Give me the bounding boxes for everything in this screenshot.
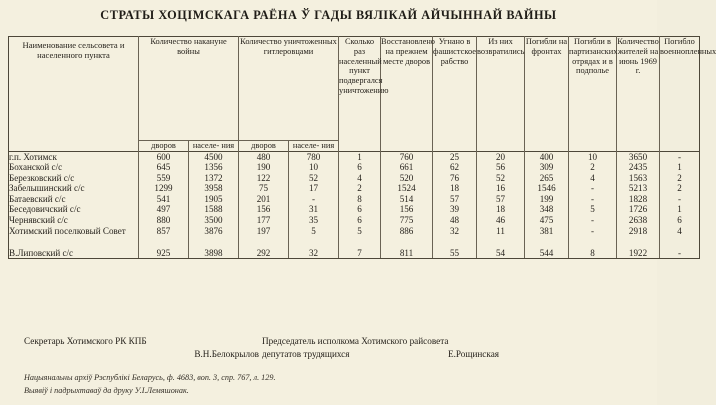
cell-people_destroyed: 10 <box>289 162 339 173</box>
header-row-main <box>9 37 700 141</box>
cell-people_before: 3898 <box>189 248 239 259</box>
cell-people_before: 1905 <box>189 194 239 205</box>
cell-died_partisans: 10 <box>569 151 617 162</box>
cell-people_destroyed: 52 <box>289 173 339 184</box>
cell-enslaved: 39 <box>433 204 477 215</box>
cell-times: 1 <box>339 151 381 162</box>
table-row <box>9 194 700 205</box>
cell-enslaved: 76 <box>433 173 477 184</box>
page-title: СТРАТЫ ХОЦІМСКАГА РАЁНА Ў ГАДЫ ВЯЛІКАЙ АЙЧЫННАЙ ВАЙНЫ <box>100 8 557 22</box>
cell-times: 5 <box>339 226 381 248</box>
cell-returned: 57 <box>477 194 525 205</box>
cell-people_destroyed: 35 <box>289 215 339 226</box>
cell-enslaved: 32 <box>433 226 477 248</box>
th-name: Наименование сельсовета и населенного пункта <box>9 37 139 152</box>
cell-restored: 760 <box>381 151 433 162</box>
cell-population_1969: 2435 <box>617 162 660 173</box>
cell-enslaved: 25 <box>433 151 477 162</box>
cell-died_fronts: 1546 <box>525 183 569 194</box>
cell-people_before: 3500 <box>189 215 239 226</box>
cell-yards_destroyed: 190 <box>239 162 289 173</box>
cell-population_1969: 1922 <box>617 248 660 259</box>
cell-died_partisans: - <box>569 215 617 226</box>
cell-population_1969: 2638 <box>617 215 660 226</box>
cell-name: Березковский с/с <box>9 173 139 184</box>
th-times-destroyed: Сколько раз населенный пункт подвергался уничтожению <box>339 37 381 152</box>
cell-population_1969: 5213 <box>617 183 660 194</box>
cell-yards_destroyed: 197 <box>239 226 289 248</box>
cell-died_fronts: 348 <box>525 204 569 215</box>
th-died-fronts: Погибли на фронтах <box>525 37 569 152</box>
cell-people_destroyed: 31 <box>289 204 339 215</box>
cell-name: г.п. Хотимск <box>9 151 139 162</box>
cell-people_destroyed: 32 <box>289 248 339 259</box>
cell-people_destroyed: 17 <box>289 183 339 194</box>
cell-yards_before: 925 <box>139 248 189 259</box>
cell-people_before: 1588 <box>189 204 239 215</box>
cell-times: 2 <box>339 183 381 194</box>
table-row <box>9 173 700 184</box>
cell-returned: 56 <box>477 162 525 173</box>
cell-population_1969: 2918 <box>617 226 660 248</box>
table-row <box>9 226 700 248</box>
cell-restored: 886 <box>381 226 433 248</box>
cell-times: 4 <box>339 173 381 184</box>
cell-yards_destroyed: 292 <box>239 248 289 259</box>
cell-name: Боханской с/с <box>9 162 139 173</box>
cell-people_destroyed: 780 <box>289 151 339 162</box>
signature-left-title: Секретарь Хотимского РК КПБ <box>24 336 147 346</box>
cell-enslaved: 57 <box>433 194 477 205</box>
cell-returned: 54 <box>477 248 525 259</box>
cell-population_1969: 1726 <box>617 204 660 215</box>
th-died-partisans: Погибли в партизанских отрядах и в подполье <box>569 37 617 152</box>
cell-people_before: 1372 <box>189 173 239 184</box>
cell-died_partisans: 2 <box>569 162 617 173</box>
cell-died_pow: 1 <box>660 204 700 215</box>
table-body <box>9 151 700 258</box>
cell-died_partisans: 8 <box>569 248 617 259</box>
cell-died_fronts: 400 <box>525 151 569 162</box>
cell-restored: 520 <box>381 173 433 184</box>
cell-enslaved: 62 <box>433 162 477 173</box>
cell-died_partisans: 4 <box>569 173 617 184</box>
table-row <box>9 204 700 215</box>
cell-yards_before: 857 <box>139 226 189 248</box>
cell-returned: 20 <box>477 151 525 162</box>
table-row <box>9 183 700 194</box>
cell-restored: 156 <box>381 204 433 215</box>
losses-table-container <box>8 36 716 259</box>
losses-table <box>8 36 716 259</box>
cell-yards_destroyed: 122 <box>239 173 289 184</box>
signature-left-name: В.Н.Белокрылов <box>194 349 259 359</box>
signature-right-title-line2-wrap <box>262 349 562 359</box>
cell-yards_destroyed: 201 <box>239 194 289 205</box>
cell-yards_before: 880 <box>139 215 189 226</box>
cell-people_before: 3958 <box>189 183 239 194</box>
cell-died_pow: 6 <box>660 215 700 226</box>
cell-died_pow: 2 <box>660 183 700 194</box>
cell-times: 8 <box>339 194 381 205</box>
cell-died_fronts: 544 <box>525 248 569 259</box>
archive-footnote <box>24 372 624 397</box>
cell-people_destroyed: - <box>289 194 339 205</box>
cell-died_fronts: 381 <box>525 226 569 248</box>
cell-died_fronts: 475 <box>525 215 569 226</box>
cell-yards_before: 645 <box>139 162 189 173</box>
footnote-line-2: Выявіў і падрыхтаваў да друку У.І.Лемяшонак. <box>24 385 189 395</box>
cell-people_before: 1356 <box>189 162 239 173</box>
cell-restored: 811 <box>381 248 433 259</box>
cell-people_before: 3876 <box>189 226 239 248</box>
signature-right-name: Е.Рощинская <box>448 349 499 359</box>
cell-yards_before: 559 <box>139 173 189 184</box>
cell-times: 6 <box>339 204 381 215</box>
cell-died_pow: 1 <box>660 162 700 173</box>
cell-returned: 52 <box>477 173 525 184</box>
cell-people_before: 4500 <box>189 151 239 162</box>
table-row <box>9 215 700 226</box>
cell-name: Чернявский с/с <box>9 215 139 226</box>
th-destroyed: Количество уничтоженных гитлеровцами <box>239 37 339 141</box>
cell-yards_before: 600 <box>139 151 189 162</box>
cell-name: Хотимский поселковый Совет <box>9 226 139 248</box>
signature-right <box>262 336 562 359</box>
cell-died_fronts: 265 <box>525 173 569 184</box>
cell-name: Беседовичский с/с <box>9 204 139 215</box>
cell-died_fronts: 199 <box>525 194 569 205</box>
cell-died_pow: 2 <box>660 173 700 184</box>
cell-enslaved: 18 <box>433 183 477 194</box>
cell-returned: 11 <box>477 226 525 248</box>
th-died-pow: Погибло военнопленных <box>660 37 700 152</box>
th-sub-people-destroyed: населе- ния <box>289 141 339 152</box>
th-sub-yards-before: дворов <box>139 141 189 152</box>
cell-died_fronts: 309 <box>525 162 569 173</box>
cell-yards_before: 541 <box>139 194 189 205</box>
cell-died_pow: - <box>660 151 700 162</box>
cell-died_pow: - <box>660 194 700 205</box>
cell-yards_destroyed: 177 <box>239 215 289 226</box>
cell-times: 7 <box>339 248 381 259</box>
th-population-1969: Количество жителей на июнь 1969 г. <box>617 37 660 152</box>
th-enslaved: Угнано в фашистское рабство <box>433 37 477 152</box>
cell-restored: 661 <box>381 162 433 173</box>
cell-yards_destroyed: 480 <box>239 151 289 162</box>
cell-yards_destroyed: 156 <box>239 204 289 215</box>
cell-population_1969: 3650 <box>617 151 660 162</box>
table-header <box>9 37 716 152</box>
cell-people_destroyed: 5 <box>289 226 339 248</box>
th-sub-yards-destroyed: дворов <box>239 141 289 152</box>
cell-restored: 775 <box>381 215 433 226</box>
cell-name: Батаевский с/с <box>9 194 139 205</box>
cell-enslaved: 55 <box>433 248 477 259</box>
cell-returned: 18 <box>477 204 525 215</box>
th-before-war: Количество накануне войны <box>139 37 239 141</box>
table-row <box>9 151 700 162</box>
cell-restored: 514 <box>381 194 433 205</box>
signature-right-title-line1: Председатель исполкома Хотимского райсовета <box>262 336 449 346</box>
cell-population_1969: 1828 <box>617 194 660 205</box>
cell-name: Забелышинский с/с <box>9 183 139 194</box>
cell-yards_before: 1299 <box>139 183 189 194</box>
cell-died_partisans: - <box>569 194 617 205</box>
cell-population_1969: 1563 <box>617 173 660 184</box>
cell-died_partisans: - <box>569 183 617 194</box>
table-row <box>9 248 700 259</box>
th-restored: Восстановлено на прежнем месте дворов <box>381 37 433 152</box>
cell-died_pow: - <box>660 248 700 259</box>
cell-returned: 46 <box>477 215 525 226</box>
signature-right-title-line2: депутатов трудящихся <box>262 349 350 359</box>
footnote-line-1: Нацыянальны архіў Рэспублікі Беларусь, ф. 4683, воп. 3, спр. 767, л. 129. <box>24 373 276 382</box>
cell-returned: 16 <box>477 183 525 194</box>
cell-died_pow: 4 <box>660 226 700 248</box>
cell-yards_destroyed: 75 <box>239 183 289 194</box>
signature-left <box>24 336 259 359</box>
th-returned: Из них возвратились <box>477 37 525 152</box>
th-sub-people-before: населе- ния <box>189 141 239 152</box>
cell-times: 6 <box>339 215 381 226</box>
cell-name: В.Липовский с/с <box>9 248 139 259</box>
cell-yards_before: 497 <box>139 204 189 215</box>
table-row <box>9 162 700 173</box>
cell-died_partisans: - <box>569 226 617 248</box>
cell-died_partisans: 5 <box>569 204 617 215</box>
cell-times: 6 <box>339 162 381 173</box>
cell-enslaved: 48 <box>433 215 477 226</box>
cell-restored: 1524 <box>381 183 433 194</box>
